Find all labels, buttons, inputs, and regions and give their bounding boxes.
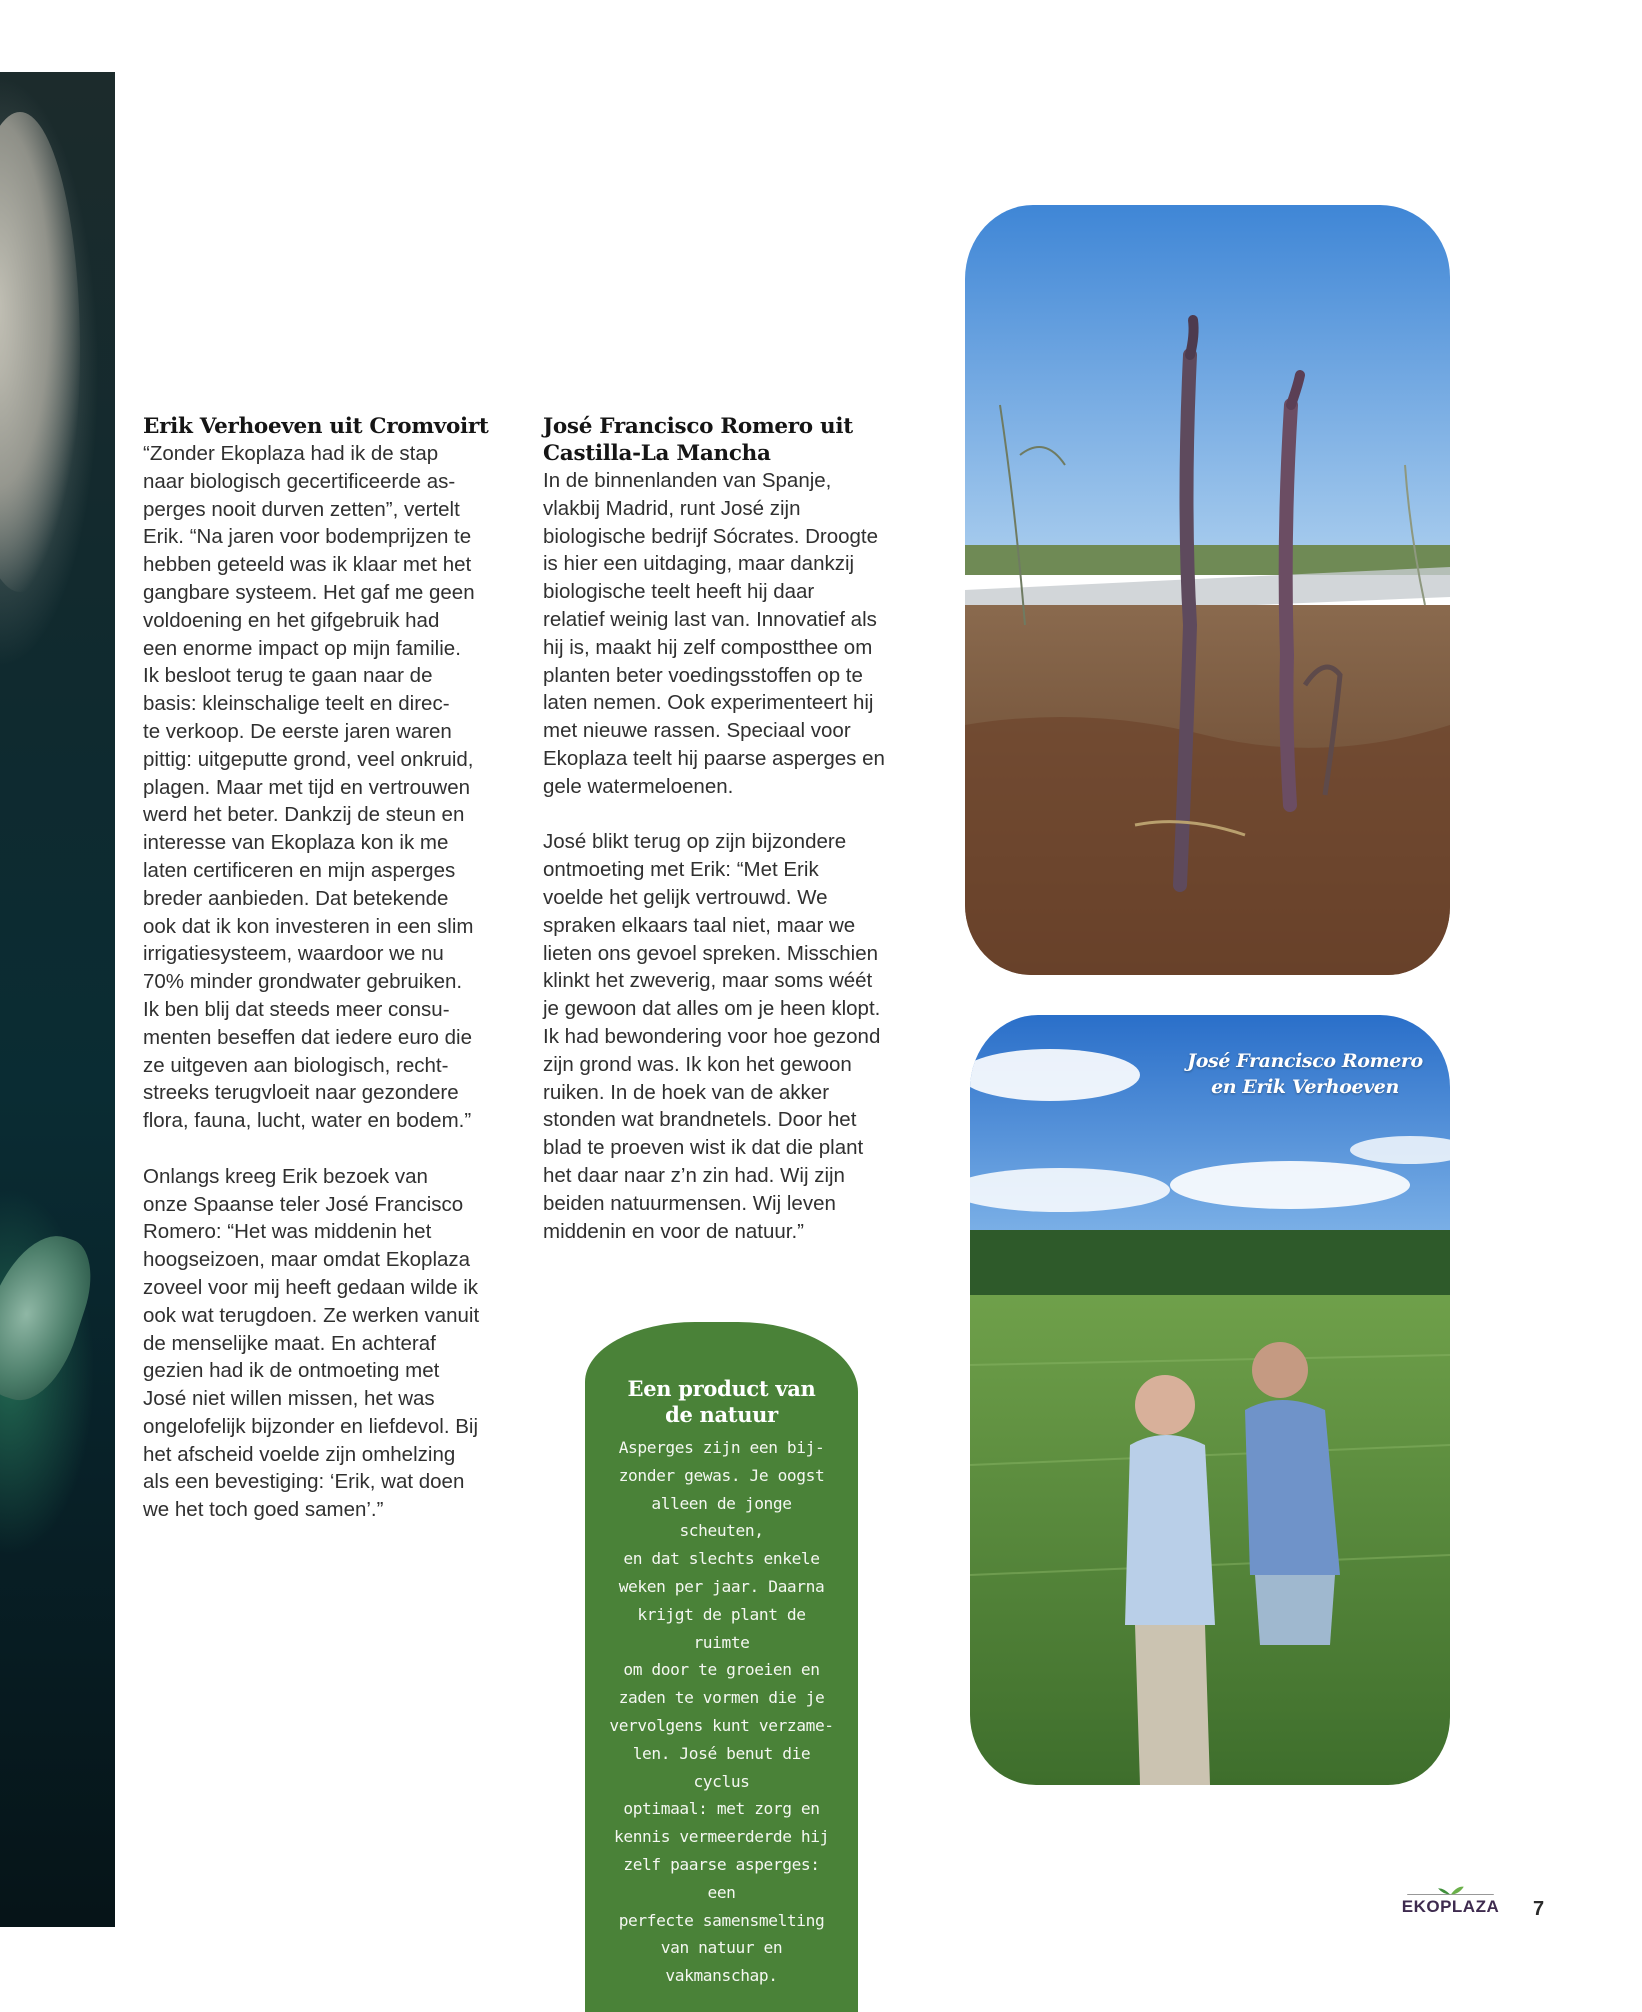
sidebar-box xyxy=(585,1322,858,2012)
jose-paragraph-1: In de binnenlanden van Spanje, vlakbij Madrid, runt José zijn biologische bedrijf Sócrates. Droogte is hier een uitdaging, maar dankzij biologische teelt heeft hij daar relatief weinig last van. Innovatief als hij is, maakt hij zelf compostthee om planten beter voedingsstoffen op te laten nemen. Ook experimenteert hij met nieuwe rassen. Speciaal voor Ekoplaza teelt hij paarse asperges en gele watermeloenen. xyxy=(543,469,885,798)
logo-text: EKOPLAZA xyxy=(1401,1897,1500,1916)
erik-paragraph-1: “Zonder Ekoplaza had ik de stap naar biologisch gecertificeerde as- perges nooit durven zetten”, vertelt Erik. “Na jaren voor bodemprijzen te hebben geteeld was ik klaar met het gangbare systeem. Het gaf me geen voldoening en het gifgebruik had een enorme impact op mijn familie. Ik besloot terug te gaan naar de basis: kleinschalige teelt en direc- te verkoop. De eerste jaren waren pittig: uitgeputte grond, veel onkruid, plagen. Maar met tijd en vertrouwen werd het beter. Dankzij de steun en interesse van Ekoplaza kon ik me laten certificeren en mijn asperges breder aanbieden. Dat betekende ook dat ik kon investeren in een slim irrigatiesysteem, waardoor we nu 70% minder grondwater gebruiken. Ik ben blij dat steeds meer consu- menten beseffen dat iedere euro die ze uitgeven aan biologisch, recht- streeks terugvloeit naar gezondere flora, fauna, lucht, water en bodem.” xyxy=(143,442,475,1133)
photo-caption: José Francisco Romero en Erik Verhoeven xyxy=(1187,1050,1423,1098)
article-column-jose xyxy=(543,413,913,1245)
leaf-icon xyxy=(1398,1885,1503,1897)
ekoplaza-logo xyxy=(1398,1885,1503,1925)
erik-heading: Erik Verhoeven uit Cromvoirt xyxy=(143,414,489,439)
jose-heading: José Francisco Romero uit Castilla-La Mancha xyxy=(543,414,853,466)
asparagus-field-photo xyxy=(965,205,1450,975)
portrait-face-fragment xyxy=(0,112,80,592)
left-edge-photo xyxy=(0,72,115,1927)
erik-paragraph-2: Onlangs kreeg Erik bezoek van onze Spaanse teler José Francisco Romero: “Het was middenin het hoogseizoen, maar omdat Ekoplaza zoveel voor mij heeft gedaan wilde ik ook wat terugdoen. Ze werken vanuit de menselijke maat. En achteraf gezien had ik de ontmoeting met José niet willen missen, het was ongelofelijk bijzonder en liefdevol. Bij het afscheid voelde zijn omhelzing als een bevestiging: ‘Erik, wat doen we het toch goed samen’.” xyxy=(143,1164,480,1522)
sidebar-heading: Een product van de natuur xyxy=(627,1376,816,1427)
farmers-photo xyxy=(970,1015,1450,1785)
asparagus-leaf-fragment xyxy=(0,1222,104,1411)
page-number: 7 xyxy=(1533,1898,1545,1920)
jose-paragraph-2: José blikt terug op zijn bijzondere ontmoeting met Erik: “Met Erik voelde het gelijk vertrouwd. We spraken elkaars taal niet, maar we lieten ons gevoel spreken. Misschien klinkt het zweverig, maar soms wéét je gewoon dat alles om je heen klopt. Ik had bewondering voor hoe gezond zijn grond was. Ik kon het gewoon ruiken. In de hoek van de akker stonden wat brandnetels. Door het blad te proeven wist ik dat die plant het daar naar z’n zin had. Wij zijn beiden natuurmensen. Wij leven middenin en voor de natuur.” xyxy=(543,830,881,1243)
sidebar-body: Asperges zijn een bij- zonder gewas. Je oogst alleen de jonge scheuten, en dat slechts enkele weken per jaar. Daarna krijgt de plant de ruimte om door te groeien en zaden te vormen die je vervolgens kunt verzame- len. José benut die cyclus optimaal: met zorg en kennis vermeerderde hij zelf paarse asperges: een perfecte samensmelting van natuur en vakmanschap. xyxy=(609,1438,834,1986)
article-column-erik xyxy=(143,413,503,1524)
